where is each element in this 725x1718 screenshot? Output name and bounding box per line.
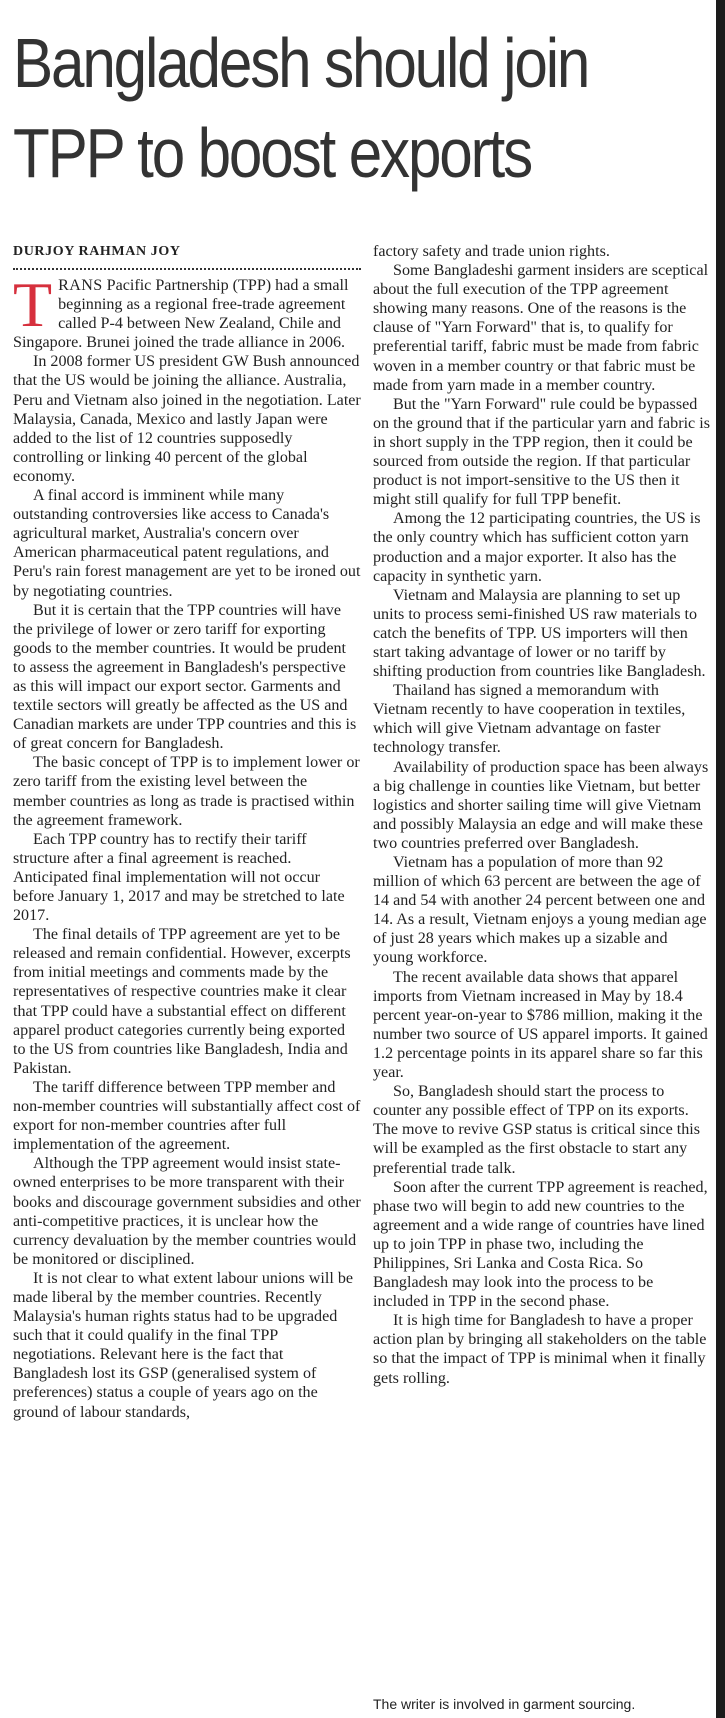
paragraph: The final details of TPP agreement are yet to be released and remain confidential. However, excerpts from initial meetings and comments made by the representatives of respective countries make it clear that TPP could have a substantial effect on different apparel product categories currently being exported to the US from countries like Bangladesh, India and Pakistan. <box>13 926 351 1077</box>
paragraph: Some Bangladeshi garment insiders are sceptical about the full execution of the TPP agreement showing many reasons. One of the reasons is the clause of "Yarn Forward" that is, to qualify for preferential tariff, fabric must be made from fabric woven in a member country or that fabric must be made from yarn made in a member country. <box>373 262 709 394</box>
byline: DURJOY RAHMAN JOY <box>13 244 181 259</box>
author-note: The writer is involved in garment sourcing. <box>373 1696 636 1712</box>
headline-line-2: TPP to boost exports <box>13 114 532 192</box>
lead-paragraph <box>13 269 361 352</box>
article-column-left <box>13 242 361 1422</box>
paragraph: In 2008 former US president GW Bush announced that the US would be joining the alliance. Australia, Peru and Vietnam also joined in the negotiation. Later Malaysia, Canada, Mexico and lastly Japan were added to the list of 12 countries supposedly controlling or linking 40 percent of the global economy. <box>13 353 361 485</box>
paragraph: The tariff difference between TPP member and non-member countries will substantially affect cost of export for non-member countries after full implementation of the agreement. <box>13 1078 361 1154</box>
paragraph: Among the 12 participating countries, the US is the only country which has sufficient cotton yarn production and a major exporter. It also has the capacity in synthetic yarn. <box>373 510 701 585</box>
paragraph: So, Bangladesh should start the process to counter any possible effect of TPP on its exports. The move to revive GSP status is critical since this will be exampled as the first obstacle to start any preferential trade talk. <box>373 1083 701 1177</box>
paragraph: A final accord is imminent while many outstanding controversies like access to Canada's agricultural market, Australia's concern over American pharmaceutical patent regulations, and Peru's rain forest management are yet to be ironed out by negotiating countries. <box>13 487 361 600</box>
article-headline <box>13 18 615 198</box>
headline-line-1: Bangladesh should join <box>13 24 589 102</box>
paragraph: Vietnam and Malaysia are planning to set up units to process semi-finished US raw materials to catch the benefits of TPP. US importers will then start taking advantage of lower or no tariff by shifting production from countries like Bangladesh. <box>373 586 706 681</box>
paragraph: Vietnam has a population of more than 92 million of which 63 percent are between the age of 14 and 54 with another 24 percent between one and 14. As a result, Vietnam enjoys a young median age of just 28 years which makes up a sizable and young workforce. <box>373 854 707 967</box>
page-edge-rule <box>716 0 725 1718</box>
paragraph: But it is certain that the TPP countries will have the privilege of lower or zero tariff for exporting goods to the member countries. It would be prudent to assess the agreement in Bangladesh's perspective as this will impact our export sector. Garments and textile sectors will greatly be affected as the US and Canadian markets are under TPP countries and this is of great concern for Bangladesh. <box>13 601 357 753</box>
drop-cap: T <box>13 269 53 340</box>
paragraph: Availability of production space has been always a big challenge in counties like Vietnam, but better logistics and shorter sailing time will give Vietnam and possibly Malaysia an edge and will make these two countries preferred over Bangladesh. <box>373 758 709 852</box>
paragraph: Thailand has signed a memorandum with Vietnam recently to have cooperation in textiles, which will give Vietnam advantage on faster technology transfer. <box>373 682 686 757</box>
paragraph: But the "Yarn Forward" rule could be bypassed on the ground that if the particular yarn and fabric is in short supply in the TPP region, then it could be sourced from outside the region. If that particular product is not import-sensitive to the US then it might still qualify for full TPP benefit. <box>373 395 710 509</box>
paragraph: Each TPP country has to rectify their tariff structure after a final agreement is reached. Anticipated final implementation will not occur before January 1, 2017 and may be stretched to late 2017. <box>13 830 345 925</box>
paragraph: Although the TPP agreement would insist state-owned enterprises to be more transparent with their books and discourage government subsidies and other anti-competitive practices, it is unclear how the currency devaluation by the member countries would be monitored or disciplined. <box>13 1155 361 1268</box>
paragraph: The basic concept of TPP is to implement lower or zero tariff from the existing level between the member countries as long as trade is practised within the agreement framework. <box>13 754 360 829</box>
paragraph: It is not clear to what extent labour unions will be made liberal by the member countries. Recently Malaysia's human rights status had to be upgraded such that it could qualify in the final TPP negotiations. Relevant here is the fact that Bangladesh lost its GSP (generalised system of preferences) status a couple of years ago on the ground of labour standards, <box>13 1269 354 1421</box>
continued-paragraph: factory safety and trade union rights. <box>373 243 610 260</box>
byline-divider <box>13 268 361 270</box>
lead-text: Pacific Partnership (TPP) had a small beginning as a regional free-trade agreement called P-4 between New Zealand, Chile and Singapore. Brunei joined the trade alliance in 2006. <box>13 277 349 352</box>
paragraph: The recent available data shows that apparel imports from Vietnam increased in May by 18.4 percent year-on-year to $786 million, making it the number two source of US apparel imports. It gained 1.2 percentage points in its apparel share so far this year. <box>373 968 708 1082</box>
paragraph: It is high time for Bangladesh to have a proper action plan by bringing all stakeholders on the table so that the impact of TPP is minimal when it finally gets rolling. <box>373 1312 707 1387</box>
article-column-right <box>373 242 711 1388</box>
lead-caps: RANS <box>58 277 103 294</box>
paragraph: Soon after the current TPP agreement is reached, phase two will begin to add new countries to the agreement and a wide range of countries have lined up to join TPP in phase two, including the Philippines, Sri Lanka and Costa Rica. So Bangladesh may look into the process to be included in TPP in the second phase. <box>373 1178 708 1311</box>
